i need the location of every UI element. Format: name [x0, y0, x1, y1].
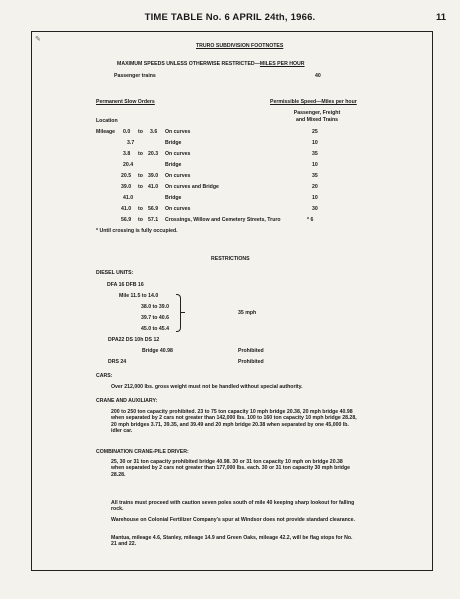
brace-speed: 35 mph	[238, 310, 257, 316]
until-crossing-note: * Until crossing is fully occupied.	[96, 228, 178, 234]
cars-label: CARS:	[96, 373, 113, 379]
restrictions-title: RESTRICTIONS	[211, 256, 250, 262]
row-desc: On curves	[165, 206, 191, 212]
diesel-units-label: DIESEL UNITS:	[96, 270, 134, 276]
row-desc: Bridge	[165, 162, 182, 168]
row-from: 3.7	[127, 140, 135, 146]
row-from: 20.5	[121, 173, 132, 179]
row-desc: Bridge	[165, 140, 182, 146]
row-speed: 35	[312, 151, 318, 157]
note-warehouse: Warehouse on Colonial Fertilizer Company's spur at Windsor does not provide standard clearance.	[111, 517, 355, 523]
mile-range: 39.7 to 40.6	[141, 315, 169, 321]
row-from: 41.0	[123, 195, 134, 201]
row-from: 56.9	[121, 217, 132, 223]
pfm-header-2: and Mixed Trains	[295, 117, 339, 123]
timetable-title: TIME TABLE No. 6 APRIL 24th, 1966.	[144, 12, 316, 23]
row-speed: 20	[312, 184, 318, 190]
bridge-line: Bridge 40.98	[142, 348, 173, 354]
row-from: 0.0	[123, 129, 131, 135]
row-desc: Crossings, Willow and Cemetery Streets, Truro	[165, 217, 281, 223]
row-to: to	[138, 206, 143, 212]
row-speed: 25	[312, 129, 318, 135]
cars-text: Over 212,000 lbs. gross weight must not be handled without special authority.	[111, 384, 303, 390]
row-speed: 10	[312, 162, 318, 168]
row-to-value: 3.6	[150, 129, 158, 135]
page-number: 11	[435, 12, 446, 23]
max-speeds-unit: MILES PER HOUR	[259, 61, 305, 67]
combo-label: COMBINATION CRANE-PILE DRIVER:	[96, 449, 189, 455]
row-to: to	[138, 184, 143, 190]
document-frame	[31, 31, 433, 571]
row-desc: On curves	[165, 151, 191, 157]
max-speeds-heading: MAXIMUM SPEEDS UNLESS OTHERWISE RESTRICTED—MILES PER HOUR	[117, 61, 305, 67]
passenger-trains-label: Passenger trains	[114, 73, 156, 79]
row-desc: On curves	[165, 129, 191, 135]
row-desc: Bridge	[165, 195, 182, 201]
row-to: to	[138, 217, 143, 223]
row-speed: 10	[312, 140, 318, 146]
row-speed: 10	[312, 195, 318, 201]
crane-text: 200 to 250 ton capacity prohibited. 23 to 75 ton capacity 10 mph bridge 20.38, 20 mph bridge 40.98 when separated by 2 cars not greater than 142,000 lbs. 100 to 160 ton capacity 10 mph bridge 28.28, 20 mph bridges 3.71, 39.35, and 39.49 and 20 mph bridge 20.38 when separated by one 45,000 lb. idler car.	[111, 409, 357, 435]
row-desc: On curves	[165, 173, 191, 179]
row-from: 3.8	[123, 151, 131, 157]
pencil-mark-icon: ✎	[35, 36, 41, 43]
dfa-dfb-line: DFA 16 DFB 16	[107, 282, 144, 288]
dpa-line: DPA22 DS 10h DS 12	[108, 337, 160, 343]
row-to: to	[138, 173, 143, 179]
row-speed: * 6	[307, 217, 314, 223]
row-from: 41.0	[121, 206, 132, 212]
passenger-trains-value: 40	[315, 73, 321, 79]
mile-range: 38.0 to 39.0	[141, 304, 169, 310]
footnotes-title: TRURO SUBDIVISION FOOTNOTES	[196, 43, 284, 49]
row-to-value: 56.9	[148, 206, 159, 212]
note-flag-stops: Mantua, mileage 4.6, Stanley, mileage 14.9 and Green Oaks, mileage 42.2, will be flag stops for No. 21 and 22.	[111, 535, 353, 548]
crane-label: CRANE AND AUXILIARY:	[96, 398, 158, 404]
prohibited-1: Prohibited	[238, 348, 264, 354]
row-from: 20.4	[123, 162, 134, 168]
pfm-header-1: Passenger, Freight	[293, 110, 341, 116]
row-speed: 30	[312, 206, 318, 212]
row-speed: 35	[312, 173, 318, 179]
mileage-label: Mileage	[96, 129, 116, 135]
combo-text: 25, 30 or 31 ton capacity prohibited bridge 40.98. 30 or 31 ton capacity 10 mph on bridge 20.38 when separated by 2 cars not greater than 177,000 lbs. each. 30 or 31 ton capacity 30 mph bridge 28.28.	[111, 459, 351, 478]
row-desc: On curves and Bridge	[165, 184, 219, 190]
row-to-value: 41.0	[148, 184, 159, 190]
note-falling-rock: All trains must proceed with caution seven poles south of mile 40 keeping sharp lookout for falling rock.	[111, 500, 355, 513]
row-to-value: 39.0	[148, 173, 159, 179]
row-to-value: 20.3	[148, 151, 159, 157]
row-from: 39.0	[121, 184, 132, 190]
location-heading: Location	[96, 118, 118, 124]
page-header	[0, 12, 460, 28]
permanent-slow-orders-heading: Permanent Slow Orders	[96, 99, 155, 105]
brace-bracket	[176, 294, 181, 332]
permissible-speed-heading: Permissible Speed—Miles per hour	[270, 99, 357, 105]
max-speeds-label: MAXIMUM SPEEDS UNLESS OTHERWISE RESTRICTED	[117, 61, 255, 67]
mile-range: 45.0 to 45.4	[141, 326, 169, 332]
mile-range: Mile 11.5 to 14.0	[119, 293, 159, 299]
drs-line: DRS 24	[108, 359, 127, 365]
row-to: to	[138, 151, 143, 157]
row-to: to	[138, 129, 143, 135]
brace-point	[180, 312, 185, 313]
prohibited-2: Prohibited	[238, 359, 264, 365]
row-to-value: 57.1	[148, 217, 159, 223]
